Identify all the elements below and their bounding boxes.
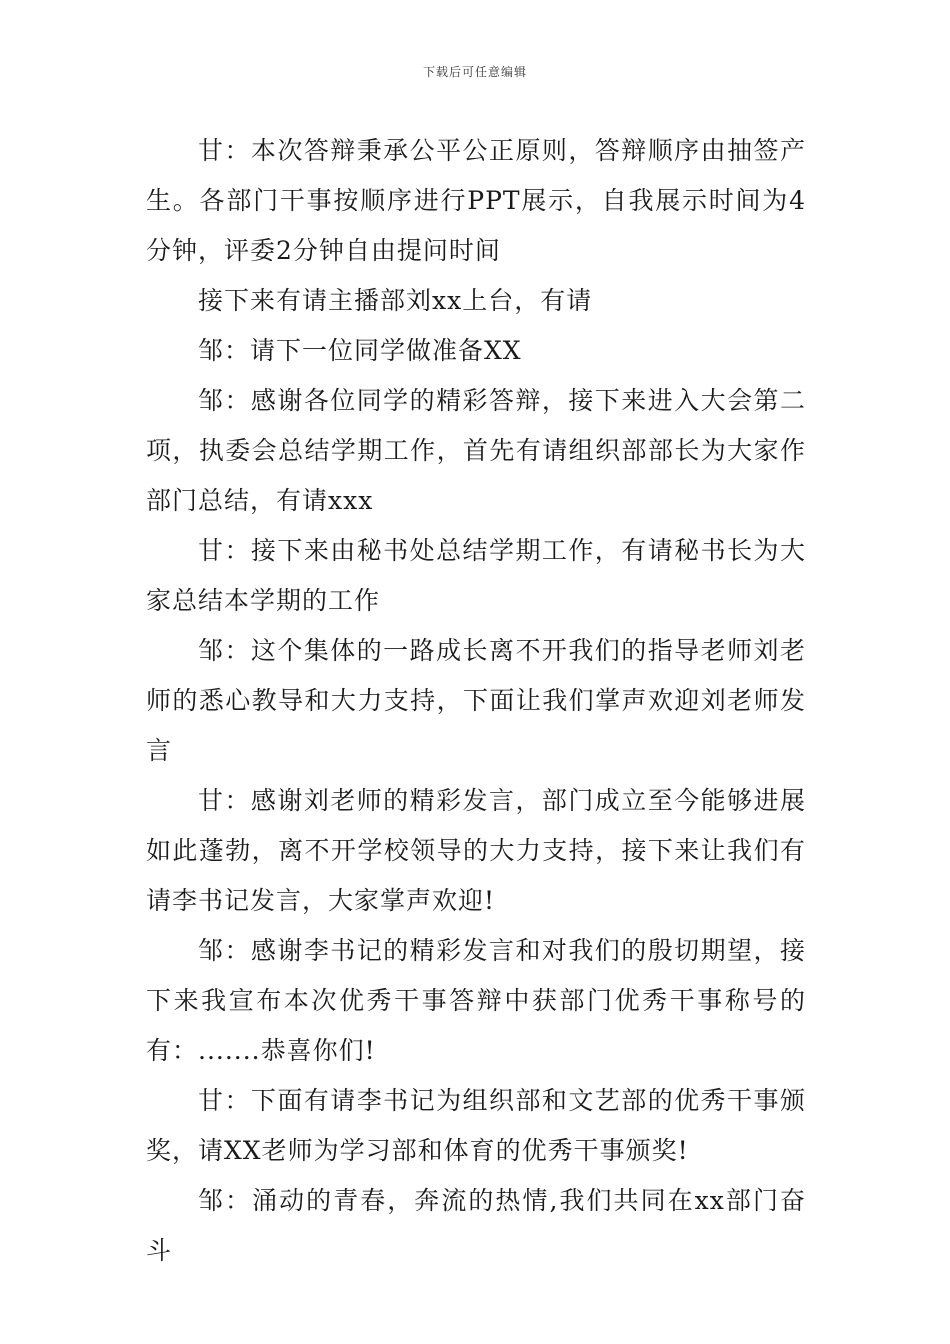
paragraph: 邹：感谢各位同学的精彩答辩，接下来进入大会第二项，执委会总结学期工作，首先有请组织部部长为大家作部门总结，有请xxx — [146, 386, 806, 515]
document-body — [146, 126, 806, 1276]
page-header: 下载后可任意编辑 — [422, 65, 527, 79]
paragraph: 甘：感谢刘老师的精彩发言，部门成立至今能够进展如此蓬勃，离不开学校领导的大力支持，接下来让我们有请李书记发言，大家掌声欢迎! — [146, 786, 806, 915]
paragraph: 甘：接下来由秘书处总结学期工作，有请秘书长为大家总结本学期的工作 — [146, 536, 806, 615]
paragraph: 甘：下面有请李书记为组织部和文艺部的优秀干事颁奖，请XX老师为学习部和体育的优秀干事颁奖! — [146, 1086, 806, 1165]
paragraph: 邹：这个集体的一路成长离不开我们的指导老师刘老师的悉心教导和大力支持，下面让我们掌声欢迎刘老师发言 — [146, 636, 806, 765]
paragraph: 邹：请下一位同学做准备XX — [198, 336, 522, 365]
paragraph: 甘：本次答辩秉承公平公正原则，答辩顺序由抽签产生。各部门干事按顺序进行PPT展示，自我展示时间为4分钟，评委2分钟自由提问时间 — [146, 136, 806, 265]
paragraph: 邹：感谢李书记的精彩发言和对我们的殷切期望，接下来我宣布本次优秀干事答辩中获部门优秀干事称号的有：.......恭喜你们! — [146, 936, 806, 1065]
paragraph: 邹：涌动的青春，奔流的热情,我们共同在xx部门奋斗 — [146, 1186, 806, 1265]
paragraph: 接下来有请主播部刘xx上台，有请 — [198, 286, 593, 315]
